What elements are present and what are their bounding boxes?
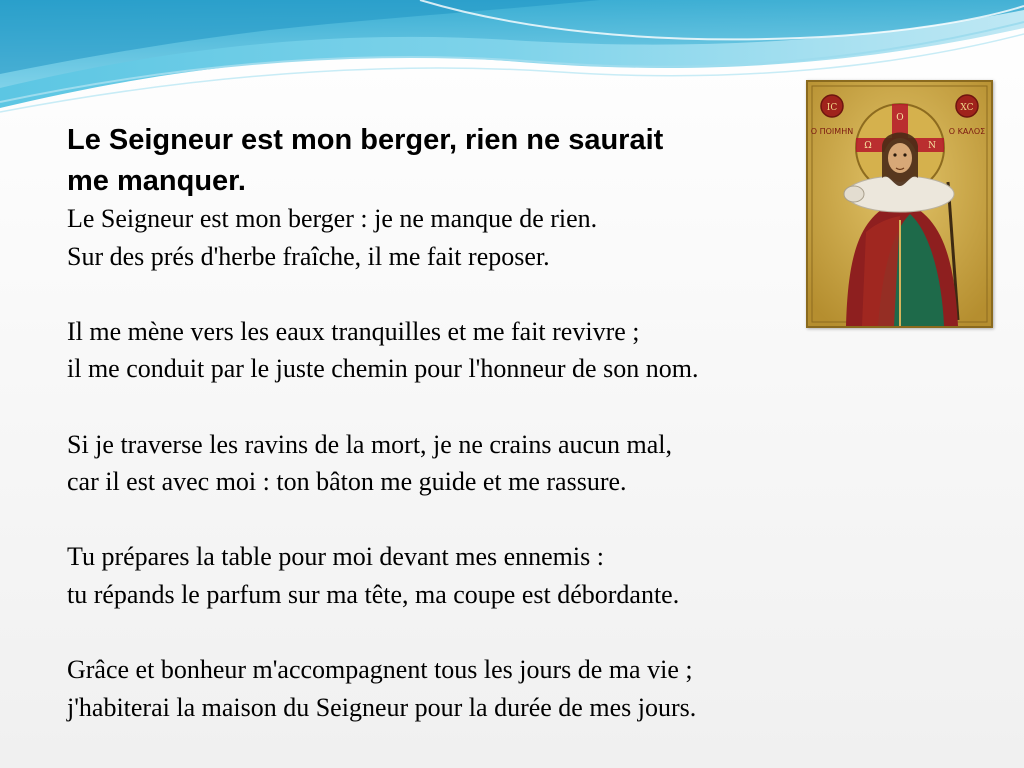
verse-line: Tu prépares la table pour moi devant mes ennemis : <box>67 542 604 572</box>
verse-line: Grâce et bonheur m'accompagnent tous les jours de ma vie ; <box>67 655 693 685</box>
inscription-left: Ο ΠΟΙΜΗΝ <box>810 127 854 136</box>
good-shepherd-icon-image <box>806 80 993 328</box>
verse-line: Le Seigneur est mon berger : je ne manque de rien. <box>67 204 598 233</box>
inscription-right: Ο ΚΑΛΟΣ <box>948 127 986 136</box>
slide-title <box>67 120 827 202</box>
verse-line: tu répands le parfum sur ma tête, ma coupe est débordante. <box>67 579 680 609</box>
stanza-5 <box>67 651 967 726</box>
halo-letter-top: Ο <box>896 113 904 123</box>
title-line-2: me manquer. <box>67 165 246 197</box>
verse-line: il me conduit par le juste chemin pour l'honneur de son nom. <box>67 354 699 384</box>
ic-monogram-left: IC <box>826 103 838 113</box>
title-line-1: Le Seigneur est mon berger, rien ne saurait <box>67 124 664 156</box>
verse-line: Sur des prés d'herbe fraîche, il me fait reposer. <box>67 241 550 271</box>
stanza-3 <box>67 426 967 501</box>
halo-letter-right: Ν <box>928 141 936 151</box>
verse-line: car il est avec moi : ton bâton me guide et me rassure. <box>67 467 627 497</box>
verse-line: Il me mène vers les eaux tranquilles et me fait revivre ; <box>67 316 640 346</box>
stanza-4 <box>67 538 967 613</box>
xc-monogram-right: XC <box>960 103 974 113</box>
verse-line: j'habiterai la maison du Seigneur pour la durée de mes jours. <box>67 692 697 722</box>
verse-line: Si je traverse les ravins de la mort, je ne crains aucun mal, <box>67 429 673 459</box>
halo-letter-left: Ω <box>864 141 872 151</box>
